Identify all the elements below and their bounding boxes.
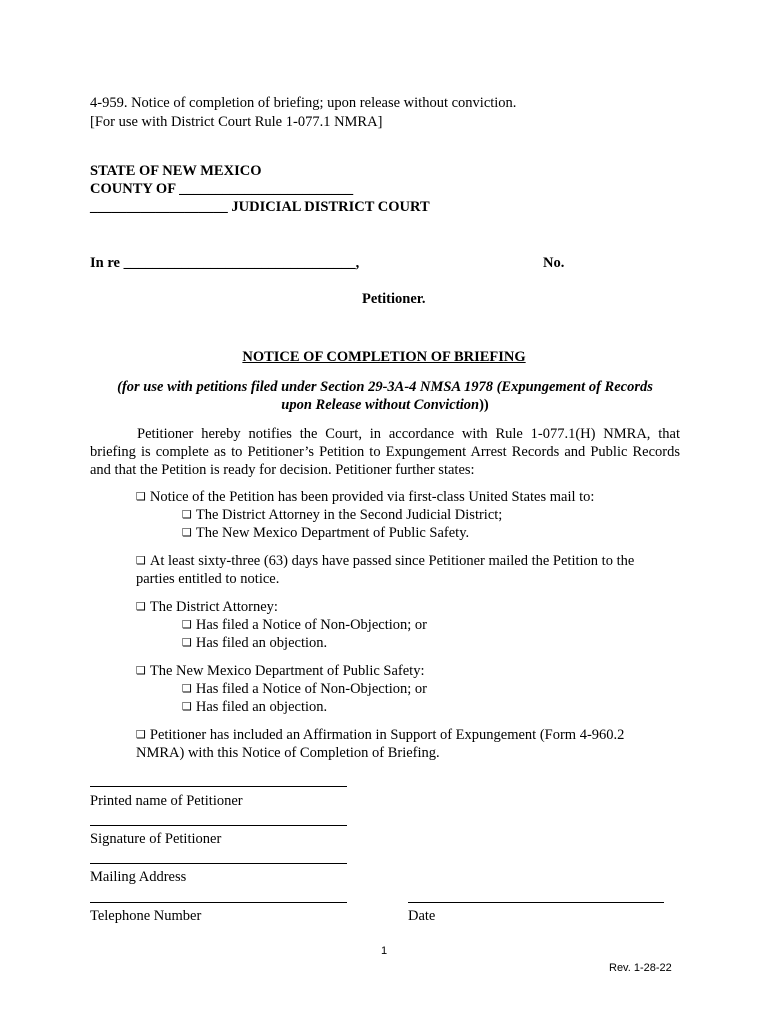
checkbox-icon[interactable]: ❑: [136, 490, 146, 503]
item-notice: [136, 489, 594, 506]
item-da-objection-text: Has filed an objection.: [195, 635, 328, 651]
item-notice-da: [182, 507, 502, 524]
telephone-line[interactable]: [90, 902, 347, 903]
in-re-blank[interactable]: ________________________________,: [123, 255, 360, 271]
item-days-text-2: parties entitled to notice.: [136, 571, 280, 587]
item-notice-dps-text: The New Mexico Department of Public Safety.: [195, 525, 470, 541]
notice-title: [0, 349, 770, 366]
item-affirmation: [136, 727, 624, 744]
checkbox-icon[interactable]: ❑: [182, 526, 192, 539]
telephone-label: Telephone Number: [90, 908, 202, 924]
case-number-label: No.: [543, 255, 565, 271]
item-days-text-1: At least sixty-three (63) days have passed since Petitioner mailed the Petition to the: [149, 553, 635, 569]
item-dps-objection: [182, 699, 327, 716]
date-label: Date: [408, 908, 436, 924]
notice-title-text: NOTICE OF COMPLETION OF BRIEFING: [242, 349, 526, 365]
checkbox-icon[interactable]: ❑: [182, 618, 192, 631]
item-dps-text: The New Mexico Department of Public Safety:: [149, 663, 425, 679]
notice-subtitle-1: (for use with petitions filed under Section 29-3A-4 NMSA 1978 (Expungement of Records: [117, 379, 653, 395]
checkbox-icon[interactable]: ❑: [182, 700, 192, 713]
petitioner-label: Petitioner.: [362, 291, 426, 307]
mailing-address-label: Mailing Address: [90, 869, 187, 885]
item-affirmation-text-2: NMRA) with this Notice of Completion of Briefing.: [136, 745, 440, 761]
in-re-label: In re: [90, 255, 120, 271]
checkbox-icon[interactable]: ❑: [136, 554, 146, 567]
item-days: [136, 553, 634, 570]
printed-name-line[interactable]: [90, 786, 347, 787]
checkbox-icon[interactable]: ❑: [182, 636, 192, 649]
item-da: [136, 599, 278, 616]
rule-use-note: [For use with District Court Rule 1-077.1 NMRA]: [90, 114, 383, 130]
mailing-address-line[interactable]: [90, 863, 347, 864]
intro-paragraph: Petitioner hereby notifies the Court, in accordance with Rule 1-077.1(H) NMRA, that briefing is complete as to Petitioner’s Petition to Expungement Arrest Records and Public Records and that the Petition is ready for decision. Petitioner further states:: [90, 426, 680, 478]
checkbox-icon[interactable]: ❑: [182, 682, 192, 695]
checkbox-icon[interactable]: ❑: [182, 508, 192, 521]
item-da-objection: [182, 635, 327, 652]
notice-subtitle-2: [0, 397, 770, 414]
in-re-line: [90, 255, 359, 272]
item-dps-objection-text: Has filed an objection.: [195, 699, 328, 715]
signature-line[interactable]: [90, 825, 347, 826]
state-name: STATE OF NEW MEXICO: [90, 163, 262, 179]
item-affirmation-text-1: Petitioner has included an Affirmation in Support of Expungement (Form 4-960.2: [149, 727, 625, 743]
date-line[interactable]: [408, 902, 664, 903]
printed-name-label: Printed name of Petitioner: [90, 793, 243, 809]
item-da-nonobjection-text: Has filed a Notice of Non-Objection; or: [195, 617, 427, 633]
item-dps-nonobjection: [182, 681, 427, 698]
page-number: 1: [381, 945, 388, 957]
item-notice-da-text: The District Attorney in the Second Judicial District;: [195, 507, 503, 523]
checkbox-icon[interactable]: ❑: [136, 600, 146, 613]
item-notice-dps: [182, 525, 469, 542]
item-dps-nonobjection-text: Has filed a Notice of Non-Objection; or: [195, 681, 427, 697]
item-da-text: The District Attorney:: [149, 599, 278, 615]
subtitle-closing-parens: )): [479, 397, 489, 413]
item-dps: [136, 663, 425, 680]
county-blank[interactable]: ________________________: [179, 181, 354, 197]
checkbox-icon[interactable]: ❑: [136, 664, 146, 677]
checkbox-icon[interactable]: ❑: [136, 728, 146, 741]
district-court-label: JUDICIAL DISTRICT COURT: [231, 199, 430, 215]
item-da-nonobjection: [182, 617, 427, 634]
item-notice-text: Notice of the Petition has been provided via first-class United States mail to:: [149, 489, 595, 505]
county-label: COUNTY OF: [90, 181, 176, 197]
district-blank[interactable]: ___________________: [90, 199, 228, 215]
district-court-line: [90, 199, 430, 216]
revision-date: Rev. 1-28-22: [609, 962, 672, 974]
signature-label: Signature of Petitioner: [90, 831, 222, 847]
county-line: [90, 181, 353, 198]
subtitle-italic-part: upon Release without Conviction: [281, 397, 480, 413]
rule-heading: 4-959. Notice of completion of briefing; upon release without conviction.: [90, 95, 517, 111]
